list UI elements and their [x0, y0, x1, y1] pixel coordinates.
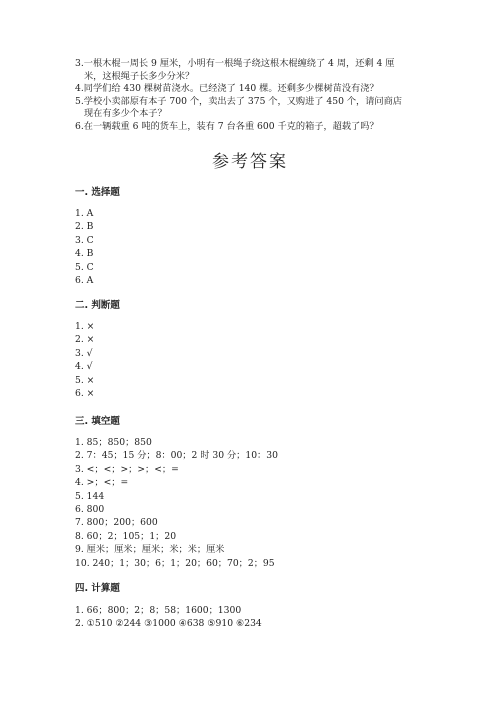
answer-list: [75, 436, 278, 570]
answer-item: 2. ×: [75, 334, 95, 346]
answer-item: 2. ①510 ②244 ③1000 ④638 ⑤910 ⑥234: [75, 618, 262, 630]
section-heading: 二. 判断题: [75, 300, 120, 311]
section-heading: 四. 计算题: [75, 583, 120, 594]
answer-list: [75, 207, 94, 287]
answer-item: 3. √: [75, 347, 93, 359]
answer-list: [75, 320, 94, 400]
answer-item: 4. B: [75, 248, 94, 260]
problem-line: 6.在一辆载重 6 吨的货车上，装有 7 台各重 600 千克的箱子，超载了吗？: [75, 120, 379, 132]
answer-item: 5. ×: [75, 374, 95, 386]
answer-item: 1. A: [75, 208, 94, 219]
answer-item: 4. √: [75, 361, 93, 373]
answer-item: 1. 66；800；2；8；58；1600；1300: [75, 605, 242, 616]
problem-line: 米，这根绳子长多少分米？: [84, 70, 195, 82]
answer-title: 参考答案: [212, 152, 288, 172]
answer-item: 1. ×: [75, 321, 95, 332]
answer-item: 6. A: [75, 275, 94, 287]
answer-item: 7. 800；200；600: [75, 517, 158, 529]
answer-item: 3. C: [75, 234, 94, 246]
word-problems: [75, 58, 435, 134]
answer-item: 2. 7：45；15 分；8：00；2 时 30 分；10：30: [75, 450, 278, 462]
answer-item: 3. <；<；>；>；<；=: [75, 463, 179, 475]
answer-item: 2. B: [75, 221, 94, 233]
answer-item: 9. 厘米；厘米；厘米；米；米；厘米: [75, 544, 225, 556]
problem-line: 现在有多少个本子？: [84, 108, 167, 120]
answer-item: 8. 60；2；105；1；20: [75, 530, 177, 542]
answer-item: 10. 240；1；30；6；1；20；60；70；2；95: [75, 557, 275, 569]
problem-line: 3.一根木棍一周长 9 厘米，小明有一根绳子绕这根木棍缠绕了 4 周，还剩 4 厘: [75, 58, 395, 69]
section-heading: 三. 填空题: [75, 416, 120, 427]
answer-item: 6. ×: [75, 388, 95, 400]
answer-item: 5. 144: [75, 490, 105, 502]
answer-item: 6. 800: [75, 504, 105, 516]
section-heading: 一. 选择题: [75, 187, 120, 198]
answer-item: 1. 85；850；850: [75, 437, 152, 448]
problem-line: 5.学校小卖部原有本子 700 个，卖出去了 375 个，又购进了 450 个，请问商店: [75, 95, 402, 107]
answer-item: 5. C: [75, 261, 94, 273]
answer-item: 4. >；<；=: [75, 477, 129, 489]
problem-line: 4.同学们给 430 棵树苗浇水。已经浇了 140 棵。还剩多少棵树苗没有浇？: [75, 83, 379, 95]
answer-list: [75, 604, 262, 631]
